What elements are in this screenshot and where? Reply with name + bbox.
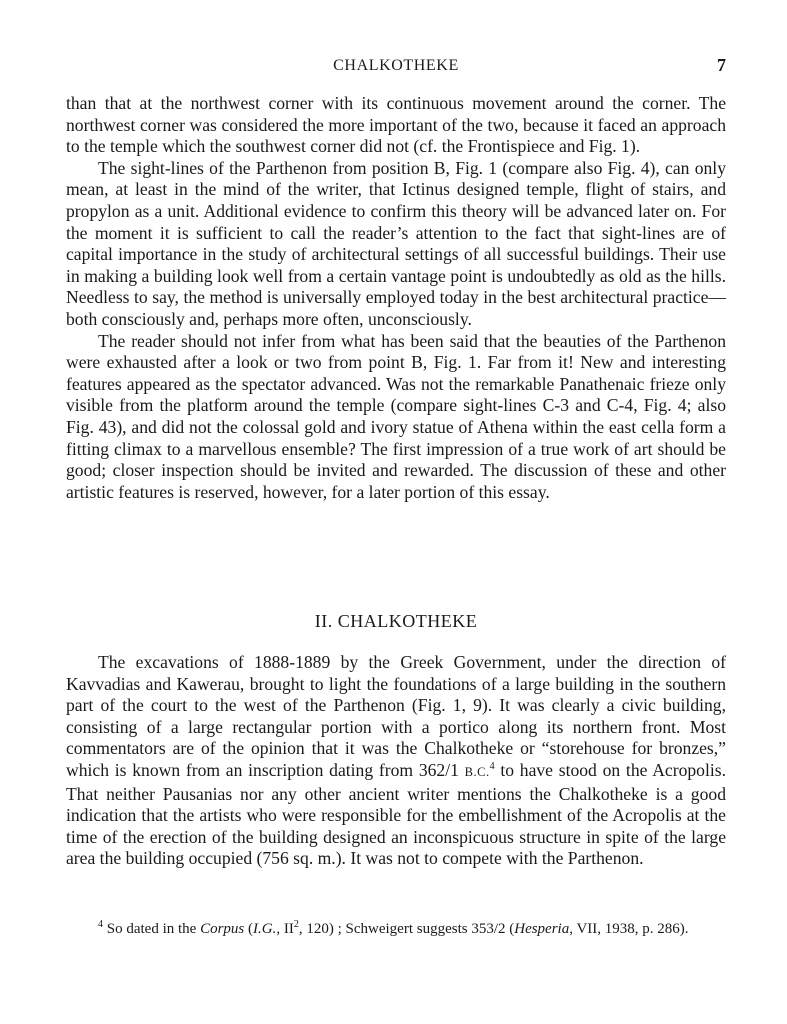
body-section-parthenon	[66, 93, 726, 503]
footnote-ig: I.G.	[253, 921, 277, 937]
excavations-text-2: to have stood on the Acropolis. That neither Pausanias nor any other ancient writer mentions the Chalkotheke is a good indication that the artists who were responsible for the embellishment of the Acropolis at the time of the erection of the building designed an inconspicuous structure in spite of the large area the building occupied (756 sq. m.). It was not to compete with the Parthenon.	[66, 759, 726, 869]
footnote	[66, 920, 726, 939]
paragraph-sight-lines: The sight-lines of the Parthenon from position B, Fig. 1 (compare also Fig. 4), can only mean, at least in the mind of the writer, that Ictinus designed temple, flight of stairs, and propylon as a unit. Additional evidence to confirm this theory will be advanced later on. For the moment it is sufficient to call the reader’s attention to the fact that sight-lines are of capital importance in the study of architectural settings of all successful buildings. Their use in making a building look well from a certain vantage point is undoubtedly as old as the hills. Needless to say, the method is universally employed today in the best architectural practice—both consciously and, perhaps more often, unconsciously.	[66, 157, 726, 329]
running-head	[66, 57, 726, 81]
paragraph-continuation: than that at the northwest corner with its continuous movement around the corner. The northwest corner was considered the more important of the two, because it faced an approach to the temple which the southwest corner did not (cf. the Frontispiece and Fig. 1).	[66, 93, 726, 157]
footnote-hesperia: Hesperia	[514, 921, 570, 937]
running-title: CHALKOTHEKE	[333, 57, 459, 74]
body-section-chalkotheke	[66, 652, 726, 870]
footnote-corpus: Corpus	[200, 921, 245, 937]
footnote-text-4: , 120) ; Schweigert suggests 353/2 (	[298, 921, 515, 937]
footnote-reference: 4	[489, 761, 495, 773]
bc-abbreviation: B.C.	[464, 764, 490, 779]
paragraph-beauties: The reader should not infer from what has been said that the beauties of the Parthenon were exhausted after a look or two from point B, Fig. 1. Far from it! New and interesting features appeared as the spectator advanced. Was not the remarkable Panathenaic frieze only visible from the platform around the temple (compare sight-lines C-3 and C-4, Fig. 4; also Fig. 43), and did not the colossal gold and ivory statue of Athena within the east cella form a fitting climax to a marvellous ensemble? The first impression of a true work of art should be good; closer inspection should be invited and rewarded. The discussion of these and other artistic features is reserved, however, for a later portion of this essay.	[66, 330, 726, 502]
section-heading: II. CHALKOTHEKE	[314, 611, 478, 631]
footnote-text-2: (	[244, 921, 254, 937]
footnote-superscript: 2	[293, 919, 299, 930]
page-number: 7	[717, 55, 726, 75]
footnote-text-3: , II	[276, 921, 294, 937]
footnote-text-1: So dated in the	[103, 921, 201, 937]
footnote-text-5: , VII, 1938, p. 286).	[569, 921, 689, 937]
footnote-mark: 4	[98, 919, 103, 930]
excavations-text-1: The excavations of 1888-1889 by the Greek Government, under the direction of Kavvadias and Kawerau, brought to light the foundations of a large building in the southern part of the court to the west of the Parthenon (Fig. 1, 9). It was clearly a civic building, consisting of a large rectangular portion with a portico along its northern front. Most commentators are of the opinion that it was the Chalkotheke or “storehouse for bronzes,” which is known from an inscription dating from 362/1	[66, 652, 726, 780]
paragraph-excavations	[66, 652, 726, 870]
